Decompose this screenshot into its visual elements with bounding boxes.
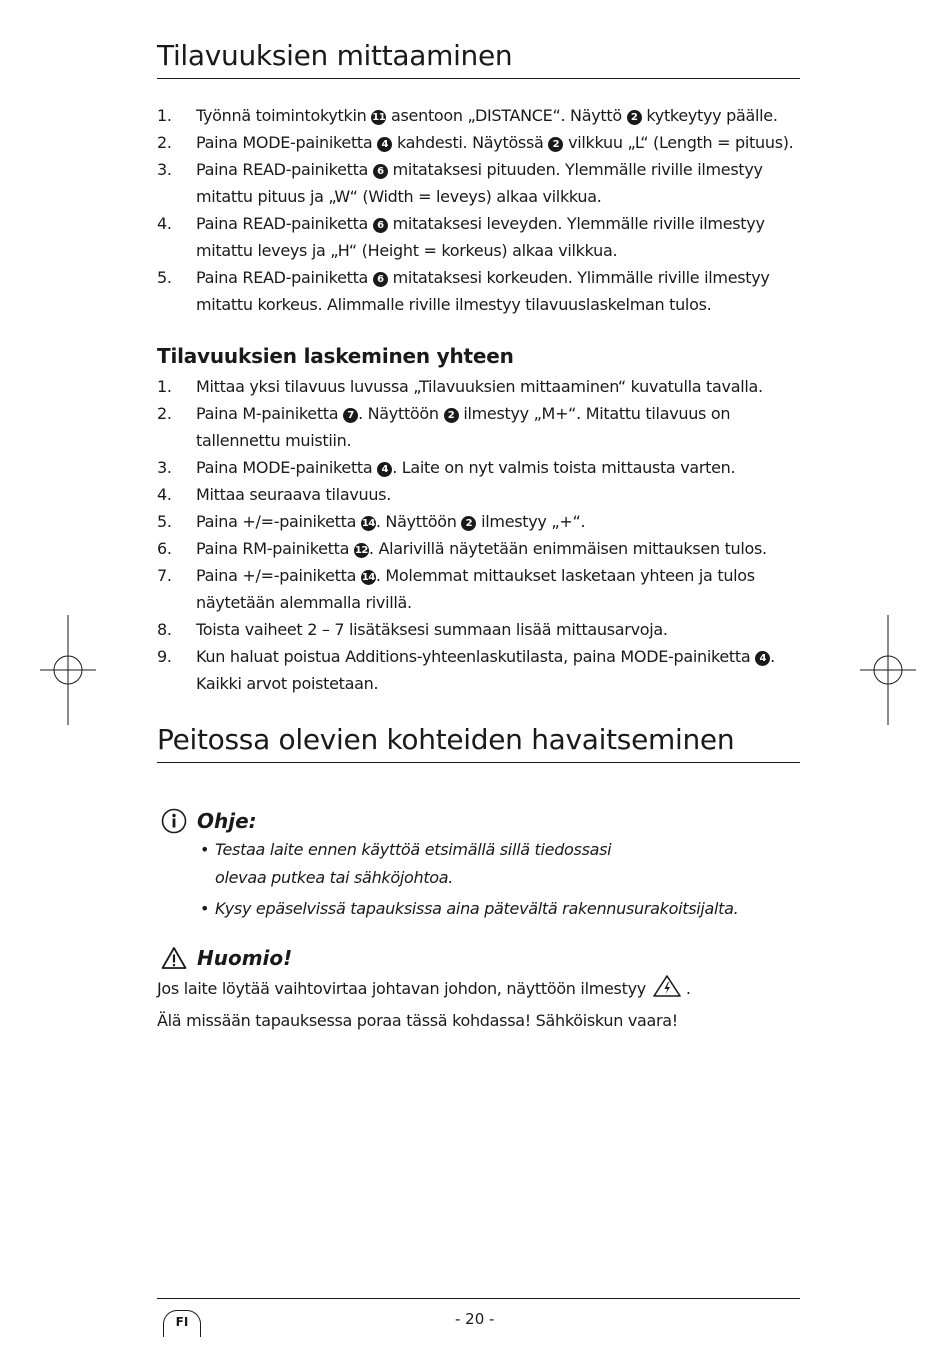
step-item [157, 156, 817, 210]
step-number: 1. [157, 106, 172, 125]
step-text: Paina READ-painiketta [196, 160, 373, 179]
note-tips-list [200, 836, 800, 926]
subsection-title-adding-volumes: Tilavuuksien laskeminen yhteen [157, 344, 514, 368]
step-text: mitataksesi pituuden. Ylemmälle riville ilmestyy mitattu pituus ja „W“ (Width = leveys) alkaa vilkkua. [196, 160, 763, 206]
component-number-icon: 4 [377, 462, 392, 477]
step-item [157, 643, 817, 697]
step-item [157, 400, 817, 454]
step-text: Paina M-painiketta [196, 404, 344, 423]
step-item [157, 454, 817, 481]
step-item [157, 210, 817, 264]
warning-heading [161, 946, 292, 970]
step-number: 5. [157, 512, 172, 531]
step-text: Paina +/=-painiketta [196, 566, 361, 585]
measuring-steps-list [157, 102, 817, 318]
step-text: Paina READ-painiketta [196, 214, 373, 233]
warning-text: Jos laite löytää vaihtovirtaa johtavan johdon, näyttöön ilmestyy . Älä missään tapauksessa poraa tässä kohdassa! Sähköiskun vaara! [157, 974, 797, 1035]
step-item [157, 264, 817, 318]
step-number: 8. [157, 620, 172, 639]
section-title-hidden-objects: Peitossa olevien kohteiden havaitseminen [157, 722, 800, 763]
step-number: 9. [157, 647, 172, 666]
component-number-icon: 12 [354, 545, 368, 556]
step-item [157, 129, 817, 156]
step-text: Mittaa seuraava tilavuus. [196, 485, 392, 504]
step-text: . Näyttöön [358, 404, 444, 423]
component-number-icon: 2 [548, 137, 563, 152]
voltage-warning-icon [652, 974, 682, 1007]
component-number-icon: 4 [377, 137, 392, 152]
step-text: mitataksesi korkeuden. Ylimmälle riville ilmestyy mitattu korkeus. Alimmalle riville ilmestyy tilavuuslaskelman tulos. [196, 268, 770, 314]
adding-steps-list [157, 373, 817, 697]
warning-line-2: Älä missään tapauksessa poraa tässä kohdassa! Sähköiskun vaara! [157, 1011, 678, 1030]
step-number: 5. [157, 268, 172, 287]
step-number: 3. [157, 458, 172, 477]
step-text: asentoon „DISTANCE“. Näyttö [386, 106, 627, 125]
step-text: Mittaa yksi tilavuus luvussa „Tilavuuksien mittaaminen“ kuvatulla tavalla. [196, 377, 763, 396]
step-number: 4. [157, 485, 172, 504]
step-text: Paina MODE-painiketta [196, 133, 378, 152]
warning-triangle-icon [161, 946, 187, 970]
component-number-icon: 2 [461, 516, 476, 531]
step-number: 3. [157, 160, 172, 179]
component-number-icon: 14 [361, 518, 375, 529]
step-text: mitataksesi leveyden. Ylemmälle riville ilmestyy mitattu leveys ja „H“ (Height = korkeus) alkaa vilkkua. [196, 214, 765, 260]
step-item [157, 373, 817, 400]
step-text: Paina RM-painiketta [196, 539, 354, 558]
step-item [157, 481, 817, 508]
step-text: vilkkuu „L“ (Length = pituus). [563, 133, 794, 152]
step-number: 6. [157, 539, 172, 558]
step-number: 4. [157, 214, 172, 233]
step-number: 2. [157, 404, 172, 423]
step-text: Paina READ-painiketta [196, 268, 373, 287]
step-number: 1. [157, 377, 172, 396]
component-number-icon: 6 [373, 218, 388, 233]
registration-mark-right-icon [860, 615, 916, 725]
step-item [157, 535, 817, 562]
warning-line-1: Jos laite löytää vaihtovirtaa johtavan johdon, näyttöön ilmestyy [157, 979, 646, 998]
component-number-icon: 4 [755, 651, 770, 666]
footer-rule [157, 1298, 800, 1299]
step-text: kahdesti. Näytössä [392, 133, 549, 152]
info-icon [161, 808, 187, 834]
tip-item: • Testaa laite ennen käyttöä etsimällä sillä tiedossasi olevaa putkea tai sähköjohtoa. [200, 836, 635, 892]
step-text: ilmestyy „M+“. Mitattu tilavuus on tallennettu muistiin. [196, 404, 731, 450]
step-item [157, 616, 817, 643]
page-number: - 20 - [455, 1310, 495, 1328]
step-text: . Molemmat mittaukset lasketaan yhteen ja tulos näytetään alemmalla rivillä. [196, 566, 755, 612]
step-text: . Kaikki arvot poistetaan. [196, 647, 775, 693]
step-text: Paina +/=-painiketta [196, 512, 361, 531]
step-number: 2. [157, 133, 172, 152]
component-number-icon: 11 [372, 112, 386, 123]
step-text: . Alarivillä näytetään enimmäisen mittauksen tulos. [368, 539, 767, 558]
step-text: Paina MODE-painiketta [196, 458, 378, 477]
step-number: 7. [157, 566, 172, 585]
step-item [157, 102, 817, 129]
component-number-icon: 6 [373, 164, 388, 179]
component-number-icon: 2 [444, 408, 459, 423]
step-item [157, 508, 817, 535]
component-number-icon: 14 [361, 572, 375, 583]
component-number-icon: 2 [627, 110, 642, 125]
step-text: . Laite on nyt valmis toista mittausta varten. [392, 458, 736, 477]
component-number-icon: 7 [343, 408, 358, 423]
step-item [157, 562, 817, 616]
step-text: ilmestyy „+“. [476, 512, 586, 531]
step-text: Toista vaiheet 2 – 7 lisätäksesi summaan lisää mittausarvoja. [196, 620, 668, 639]
step-text: . Näyttöön [375, 512, 462, 531]
step-text: kytkeytyy päälle. [641, 106, 778, 125]
step-text: Työnnä toimintokytkin [196, 106, 372, 125]
language-badge: FI [163, 1310, 201, 1337]
warning-label: Huomio! [197, 946, 293, 970]
tip-item: • Kysy epäselvissä tapauksissa aina pätevältä rakennusurakoitsijalta. [200, 895, 800, 923]
note-heading [161, 808, 257, 834]
step-text: Kun haluat poistua Additions-yhteenlaskutilasta, paina MODE-painiketta [196, 647, 756, 666]
registration-mark-left-icon [40, 615, 96, 725]
section-title-measuring-volumes: Tilavuuksien mittaaminen [157, 38, 800, 79]
note-label: Ohje: [197, 809, 257, 833]
component-number-icon: 6 [373, 272, 388, 287]
